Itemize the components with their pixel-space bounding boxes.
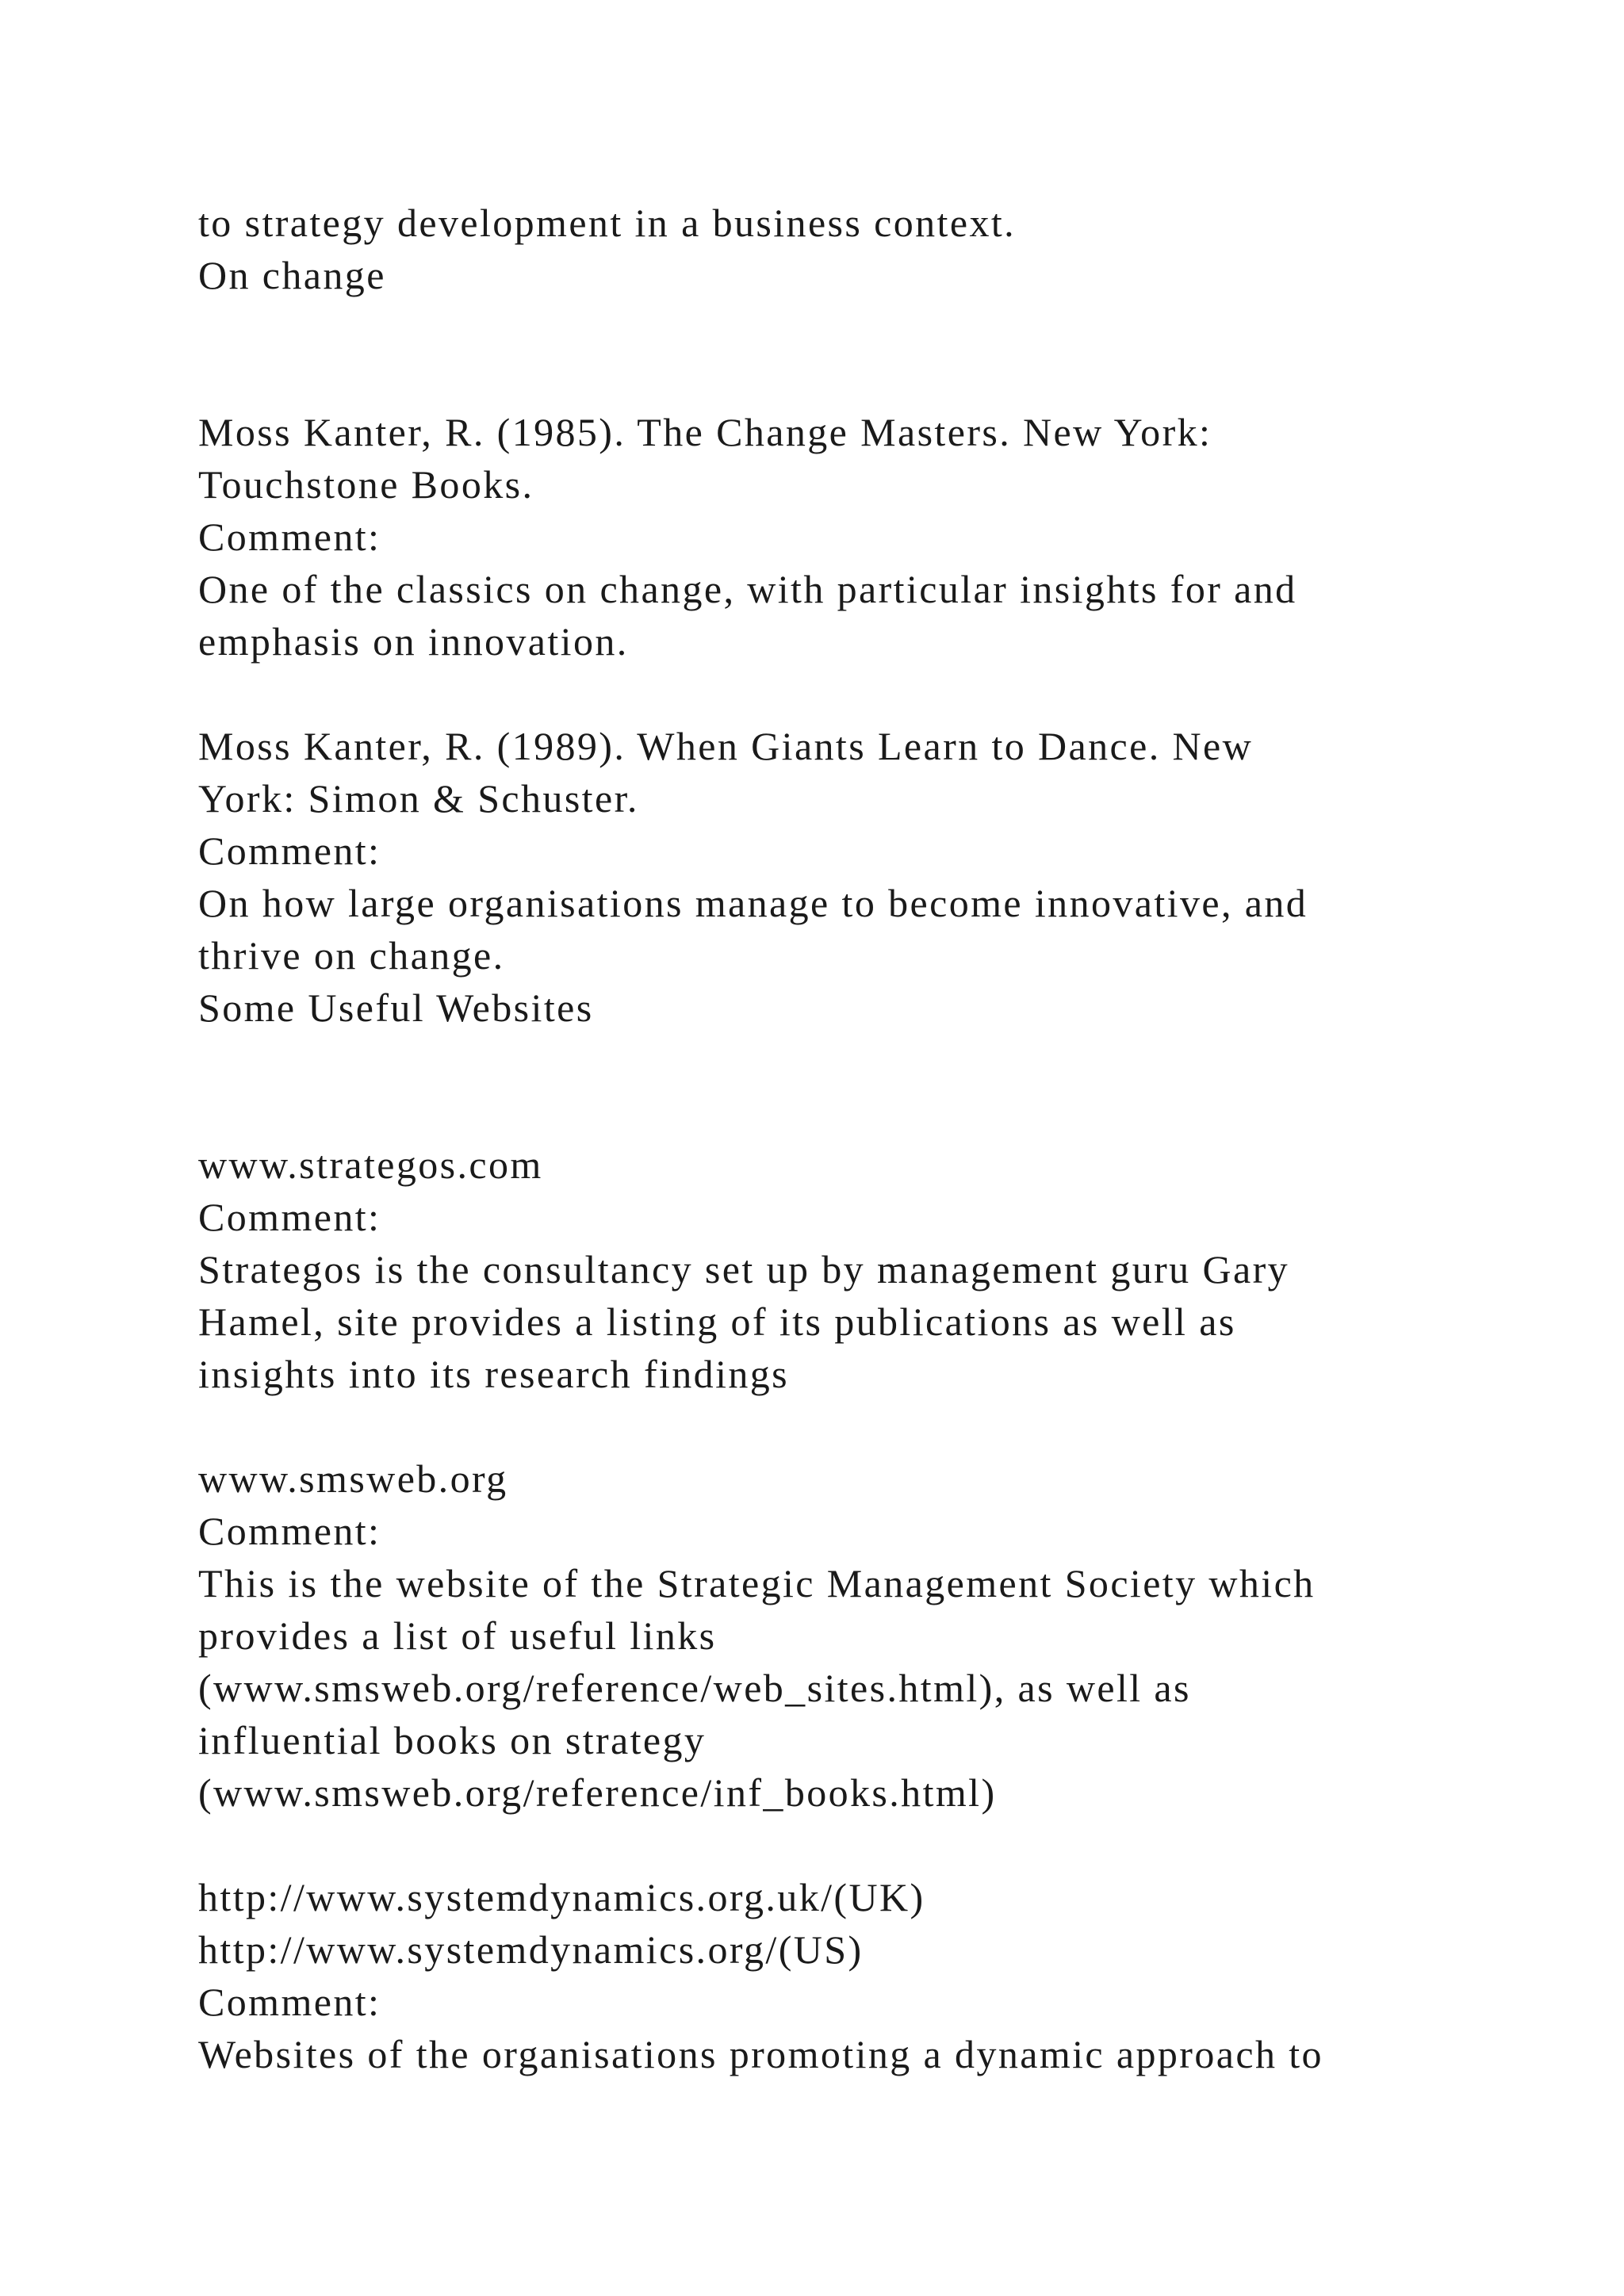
reference-line: Touchstone Books. (198, 462, 534, 507)
section-heading-on-change: On change (198, 253, 386, 297)
comment-text: (www.smsweb.org/reference/inf_books.html) (198, 1770, 997, 1815)
comment-label: Comment: (198, 1980, 381, 2024)
comment-text: thrive on change. (198, 933, 505, 978)
comment-text: emphasis on innovation. (198, 619, 629, 664)
comment-label: Comment: (198, 828, 381, 873)
comment-text: insights into its research findings (198, 1352, 790, 1396)
comment-text: Strategos is the consultancy set up by management guru Gary (198, 1247, 1290, 1292)
reference-line: Moss Kanter, R. (1989). When Giants Learn to Dance. New (198, 724, 1254, 768)
comment-text: This is the website of the Strategic Management Society which (198, 1561, 1316, 1605)
comment-text: (www.smsweb.org/reference/web_sites.html), as well as (198, 1666, 1191, 1710)
comment-text: influential books on strategy (198, 1718, 707, 1762)
website-url: www.smsweb.org (198, 1456, 508, 1501)
comment-label: Comment: (198, 1509, 381, 1553)
comment-text: provides a list of useful links (198, 1613, 717, 1658)
comment-label: Comment: (198, 515, 381, 559)
comment-text: One of the classics on change, with particular insights for and (198, 567, 1297, 611)
website-url: http://www.systemdynamics.org/(US) (198, 1927, 864, 1972)
reference-line: York: Simon & Schuster. (198, 776, 639, 821)
comment-text: On how large organisations manage to become innovative, and (198, 881, 1308, 925)
reference-line: Moss Kanter, R. (1985). The Change Masters. New York: (198, 410, 1212, 454)
website-url: www.strategos.com (198, 1142, 543, 1187)
text-line: to strategy development in a business context. (198, 201, 1017, 245)
comment-label: Comment: (198, 1195, 381, 1239)
section-heading-useful-websites: Some Useful Websites (198, 985, 594, 1030)
website-url: http://www.systemdynamics.org.uk/(UK) (198, 1875, 925, 1919)
comment-text: Hamel, site provides a listing of its publications as well as (198, 1299, 1236, 1344)
comment-text: Websites of the organisations promoting a dynamic approach to (198, 2032, 1323, 2076)
